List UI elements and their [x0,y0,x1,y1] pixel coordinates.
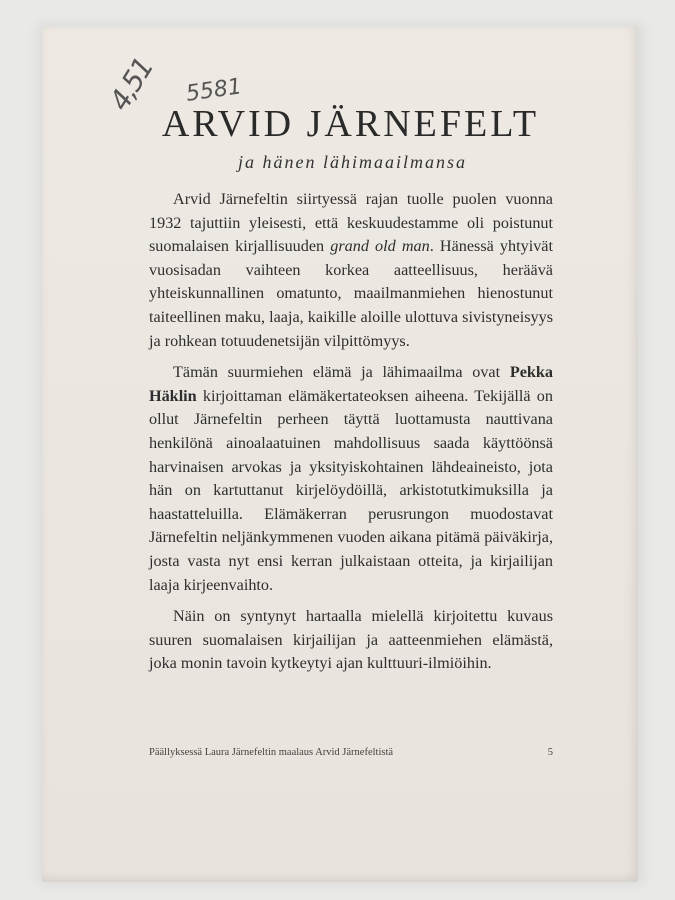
p1-italic-phrase: grand old man [330,237,430,256]
p2-text-end: kirjoittaman elämäkertateoksen aiheena. Tekijällä on ollut Järnefeltin perheen täyttä luottamusta nauttivana henkilönä ainoalaatuinen mahdollisuus saada käyttöönsä harvinaisen arvokas ja yksityiskohtainen lähdeaineisto, jota hän on kartuttanut kirjelöydöillä, arkistotutkimuksilla ja haastatteluilla. Elämäkerran perusrungon muodostavat Järnefeltin neljänkymmenen vuoden aikana pitämä päiväkirja, josta vasta nyt ensi kerran julkaistaan otteita, ja kirjailijan laaja kirjeenvaihto. [149,386,553,594]
p1-text-end: . Hänessä yhtyivät vuosisadan vaihteen korkea aatteellisuus, heräävä yhteiskunnallinen omatunto, maailmanmiehen hienostunut taiteellinen maku, laaja, kaikille aloille ulottuva sivistyneisyys ja rohkean totuudenetsijän vilpittömyys. [149,237,553,350]
page-number: 5 [547,747,553,758]
handwritten-note-right: 5581 [184,74,244,107]
paragraph-1 [149,188,553,353]
p1-text-start: Arvid Järnefeltin siirtyessä rajan tuolle puolen vuonna 1932 tajuttiin yleisesti, että keskuudestamme oli poistunut suomalaisen kirjallisuuden [149,190,553,256]
paragraph-2 [149,361,553,597]
cover-caption: Päällyksessä Laura Järnefeltin maalaus Arvid Järnefeltistä [149,747,394,758]
book-subtitle: ja hänen lähimaailmansa [238,152,467,172]
blurb-text [149,188,553,684]
cover-footer [149,747,553,758]
p2-text-start: Tämän suurmiehen elämä ja lähimaailma ovat [173,363,510,382]
handwritten-note-left: 4,51 [102,52,160,117]
book-title: ARVID JÄRNEFELT [161,103,540,145]
paragraph-3: Näin on syntynyt hartaalla mielellä kirjoitettu kuvaus suuren suomalaisen kirjailijan ja aatteenmiehen elämästä, joka monin tavoin kytkeytyi ajan kulttuuri-ilmiöihin. [149,607,553,673]
author-name: Pekka Häklin [149,363,553,405]
